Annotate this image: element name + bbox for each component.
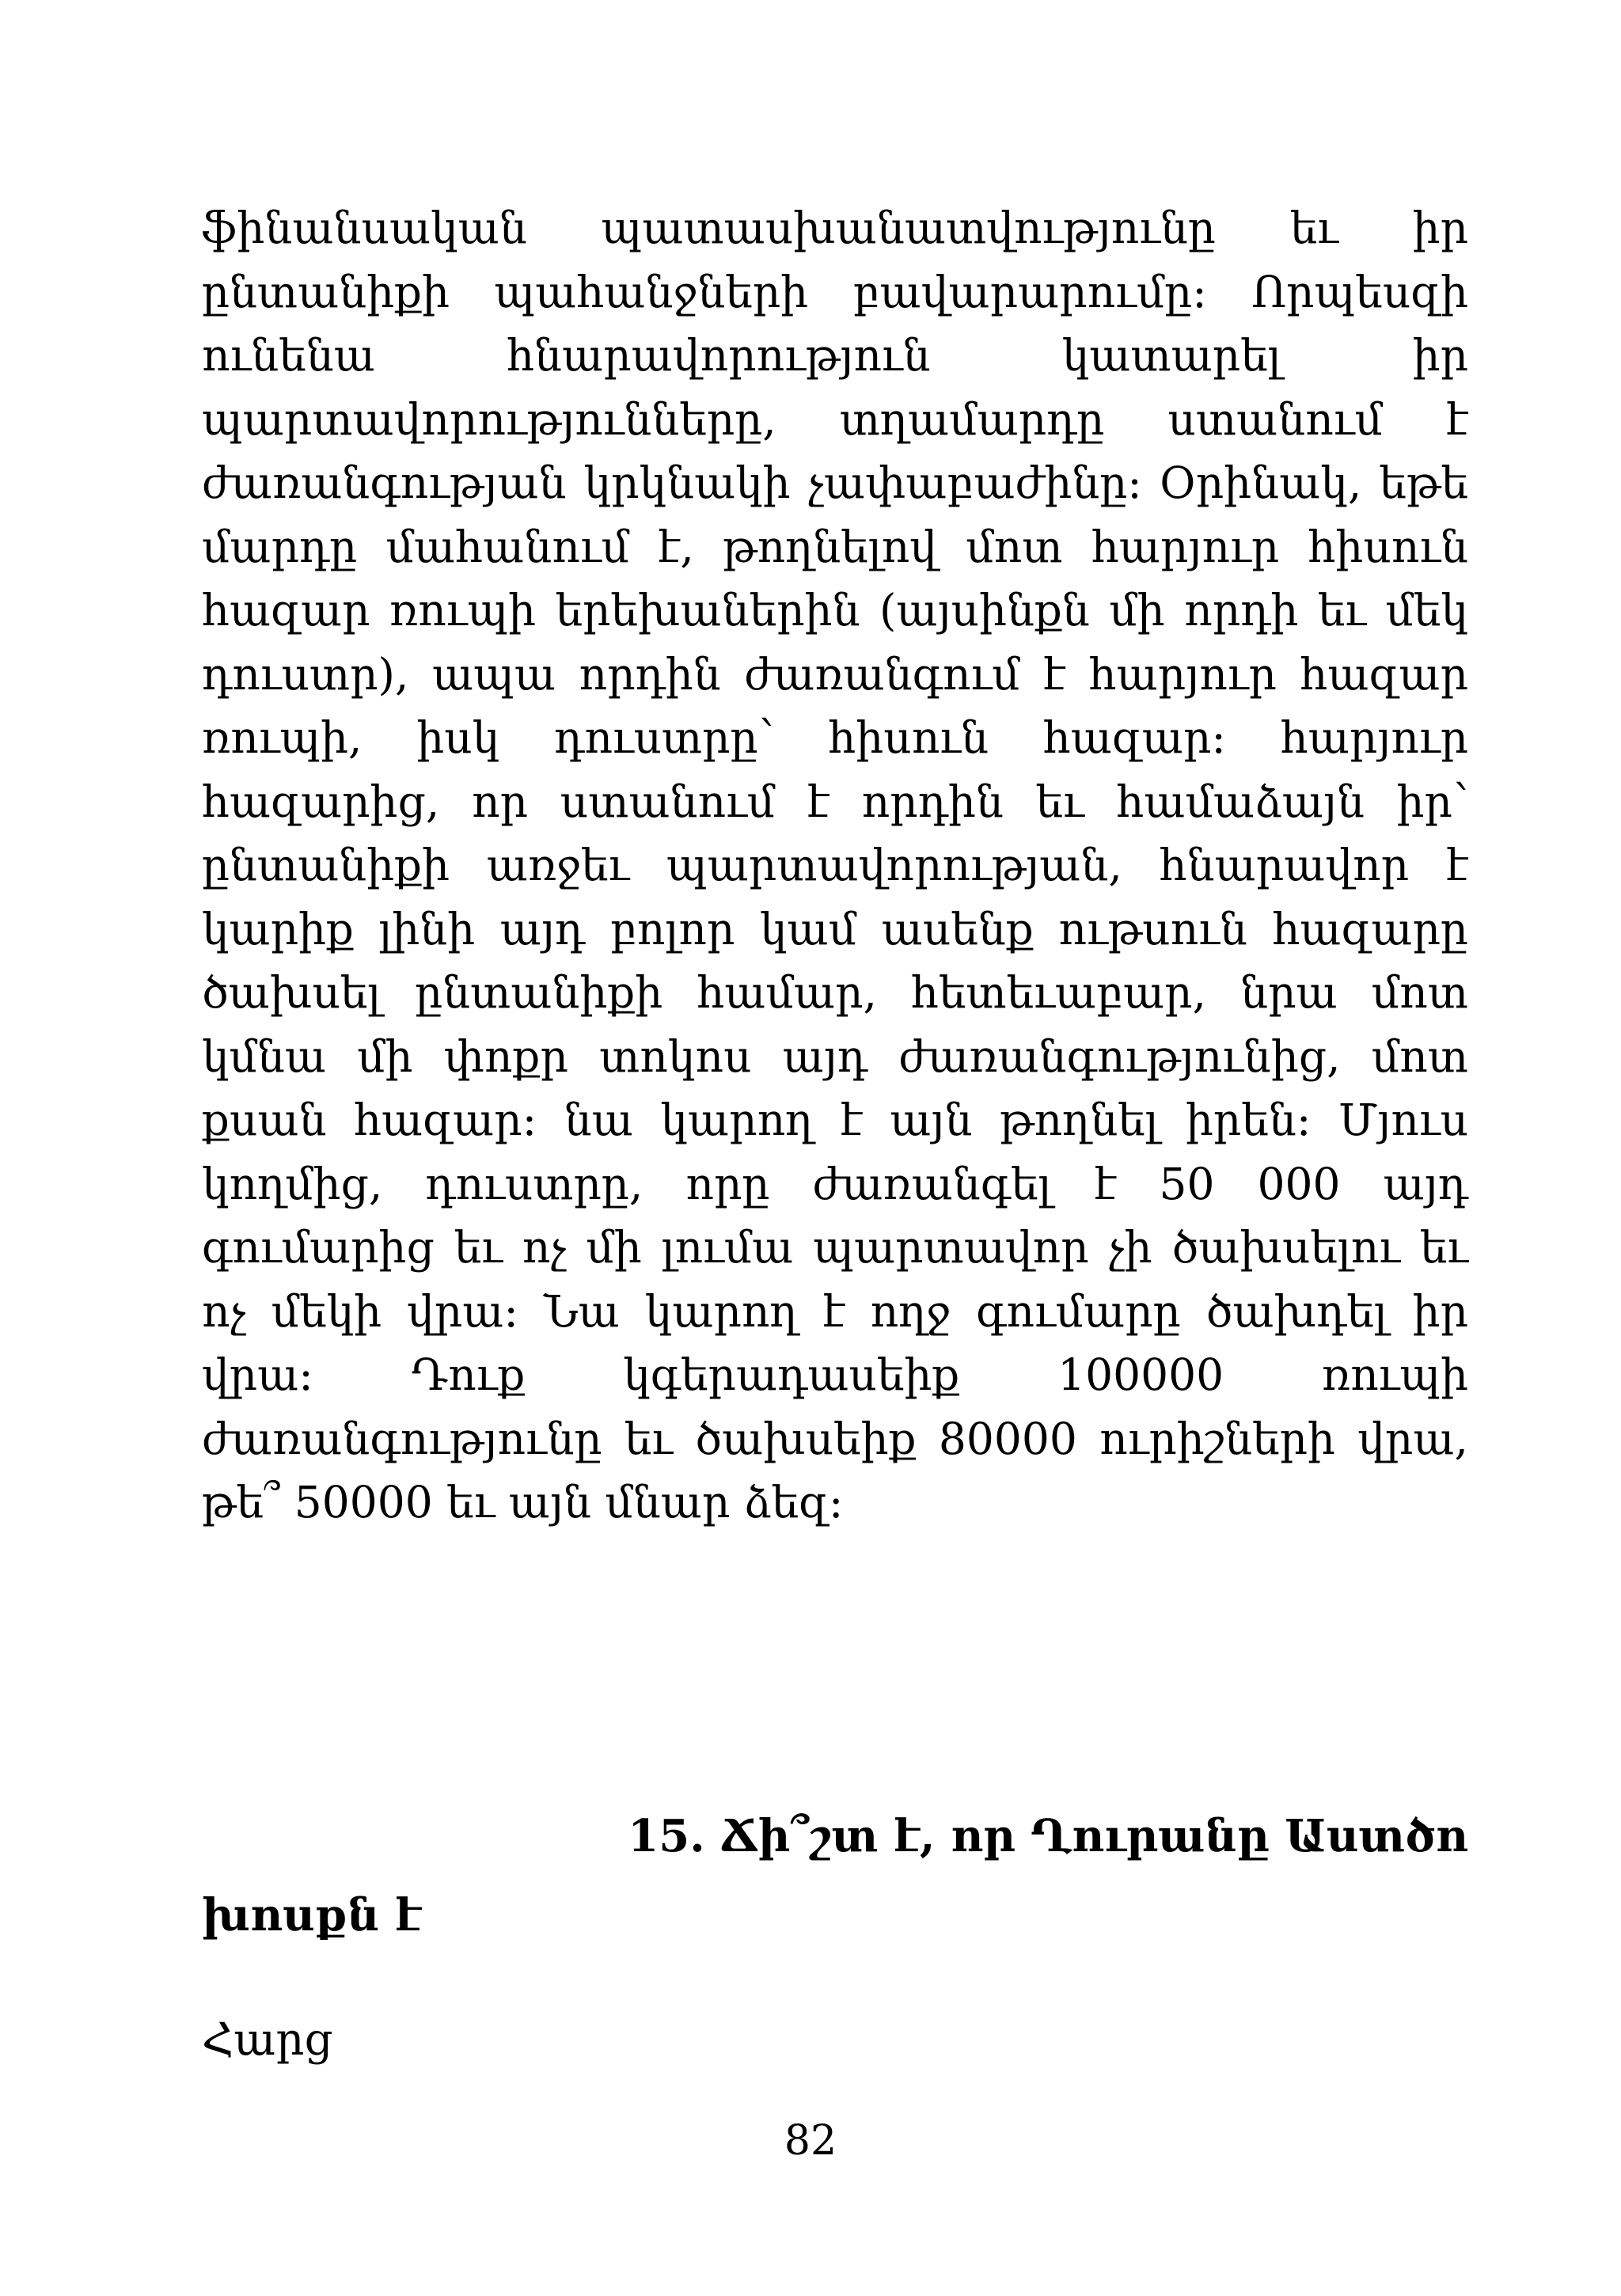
body-paragraph: ֆինանսական պատասխանատվությունը եւ իր ընտանիքի պահանջների բավարարումը: Որպեսզի ունենա հնարավորություն կատարել իր պարտավորությունները, տղամարդը ստանում է ժառանգության կրկնակի չափաբաժինը: Օրինակ, եթե մարդը մահանում է, թողնելով մոտ հարյուր հիսուն հազար ռուպի երեխաներին (այսինքն մի որդի եւ մեկ դուստր), ապա որդին ժառանգում է հարյուր հազար ռուպի, իսկ դուստրը՝ հիսուն հազար: հարյուր հազարից, որ ստանում է որդին եւ համաձայն իր՝ ընտանիքի առջեւ պարտավորության, հնարավոր է կարիք լինի այդ բոլոր կամ ասենք ութսուն հազարը ծախսել ընտանիքի համար, հետեւաբար, նրա մոտ կմնա մի փոքր տոկոս այդ ժառանգությունից, մոտ քսան հազար: նա կարող է այն թողնել իրեն: Մյուս կողմից, դուստրը, որը ժառանգել է 50 000 այդ գումարից եւ ոչ մի լումա պարտավոր չի ծախսելու եւ ոչ մեկի վրա: Նա կարող է ողջ գումարը ծախդել իր վրա: Դուք կգերադասեիք 100000 ռուպի ժառանգությունը եւ ծախսեիք 80000 ուրիշների վրա, թե՞ 50000 եւ այն մնար ձեզ: xyxy=(202,203,1468,1528)
section-heading-line-2: խոսքն է xyxy=(202,1889,422,1941)
question-label: Հարց xyxy=(202,2014,333,2066)
section-heading-line-1: 15. Ճի՞շտ է, որ Ղուրանը Աստծո xyxy=(628,1810,1468,1862)
page-number: 82 xyxy=(784,2117,837,2165)
